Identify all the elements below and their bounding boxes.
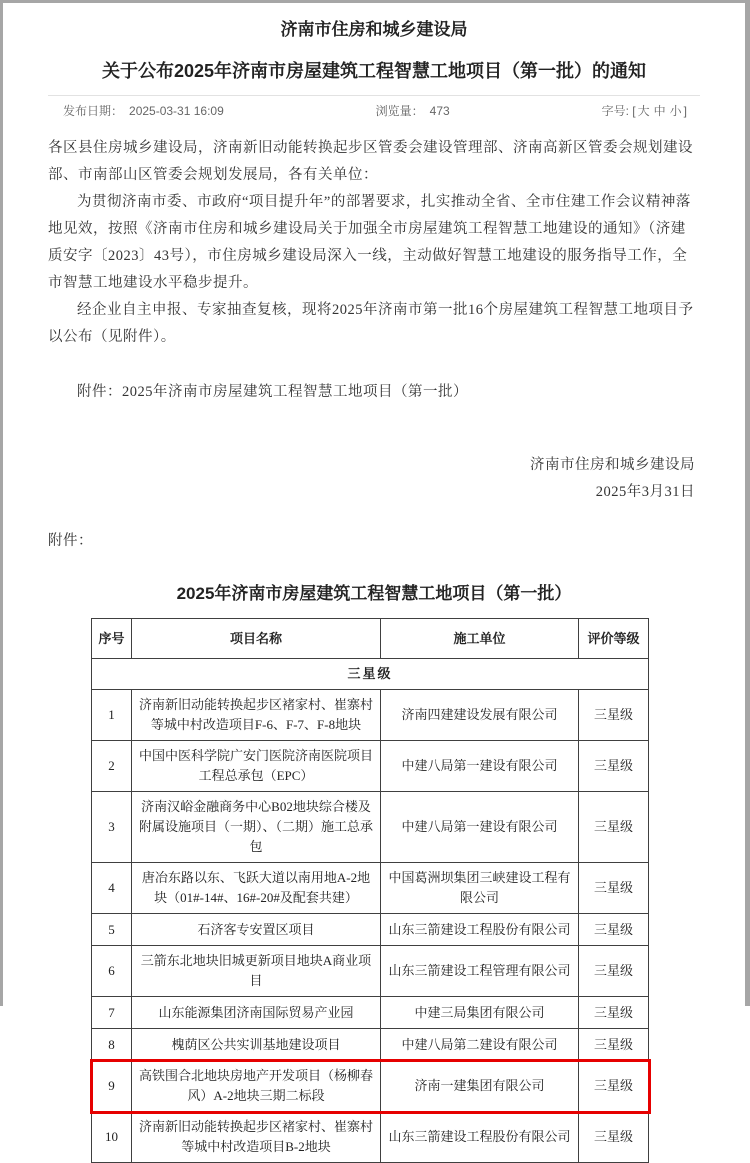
cell-no: 1 [92,690,132,741]
cell-contractor: 山东三箭建设工程管理有限公司 [381,946,579,997]
cell-grade: 三星级 [579,792,649,863]
cell-project: 济南新旧动能转换起步区褚家村、崔寨村等城中村改造项目F-6、F-7、F-8地块 [132,690,381,741]
cell-grade: 三星级 [579,946,649,997]
bracket-open: [ [632,104,636,118]
site-title: 济南市住房和城乡建设局 [280,20,468,39]
font-size-medium-button[interactable]: 中 [653,104,666,118]
cell-project: 济南汉峪金融商务中心B02地块综合楼及附属设施项目（一期）、（二期）施工总承包 [132,792,381,863]
view-count-label: 浏览量： [375,104,424,118]
projects-table [91,618,649,1163]
cell-project: 槐荫区公共实训基地建设项目 [132,1029,381,1061]
publish-date-value: 2025-03-31 16:09 [129,104,224,118]
table-body [92,659,649,1163]
meta-bar [3,96,745,119]
cell-no: 5 [92,914,132,946]
cell-project: 唐冶东路以东、飞跃大道以南用地A-2地块（01#-14#、16#-20#及配套共建） [132,863,381,914]
table-row [92,1112,649,1163]
table-row-highlighted [92,1061,649,1112]
cell-contractor: 中建八局第一建设有限公司 [381,792,579,863]
header-project-name: 项目名称 [132,619,381,659]
salutation-paragraph: 各区县住房城乡建设局，济南新旧动能转换起步区管委会建设管理部、济南高新区管委会规划建设部、市南部山区管委会规划发展局，各有关单位： [48,140,693,183]
table-row [92,997,649,1029]
cell-project: 高铁围合北地块房地产开发项目（杨柳春风）A-2地块三期二标段 [132,1061,381,1112]
font-size-label: 字号: [601,104,629,118]
cell-contractor: 济南一建集团有限公司 [381,1061,579,1112]
cell-grade: 三星级 [579,690,649,741]
view-count [376,102,450,119]
cell-grade: 三星级 [579,1061,649,1112]
cell-no: 8 [92,1029,132,1061]
cell-project: 中国中医科学院广安门医院济南医院项目工程总承包（EPC） [132,741,381,792]
cell-no: 10 [92,1112,132,1163]
signature-date: 2025年3月31日 [595,484,695,500]
cell-project: 济南新旧动能转换起步区褚家村、崔寨村等城中村改造项目B-2地块 [132,1112,381,1163]
cell-contractor: 济南四建建设发展有限公司 [381,690,579,741]
table-row [92,914,649,946]
cell-grade: 三星级 [579,1112,649,1163]
bracket-close: ] [683,104,687,118]
cell-project: 山东能源集团济南国际贸易产业园 [132,997,381,1029]
cell-contractor: 中国葛洲坝集团三峡建设工程有限公司 [381,863,579,914]
header-contractor: 施工单位 [381,619,579,659]
grade-group-label: 三星级 [92,659,649,690]
cell-grade: 三星级 [579,997,649,1029]
signature-organization: 济南市住房和城乡建设局 [530,457,695,473]
table-row [92,741,649,792]
cell-no: 4 [92,863,132,914]
attachment-reference: 附件：2025年济南市房屋建筑工程智慧工地项目（第一批） [77,384,468,400]
header-serial-number: 序号 [92,619,132,659]
body-paragraph-2: 经企业自主申报、专家抽查复核，现将2025年济南市第一批16个房屋建筑工程智慧工地项目予以公布（见附件）。 [48,302,694,345]
table-header-row [92,619,649,659]
font-size-large-button[interactable]: 大 [637,104,650,118]
publish-date-label: 发布日期： [63,104,124,118]
cell-contractor: 中建八局第一建设有限公司 [381,741,579,792]
page-title: 关于公布2025年济南市房屋建筑工程智慧工地项目（第一批）的通知 [101,61,647,81]
cell-project: 石济客专安置区项目 [132,914,381,946]
cell-contractor: 山东三箭建设工程股份有限公司 [381,1112,579,1163]
publish-date [63,102,224,119]
cell-contractor: 中建三局集团有限公司 [381,997,579,1029]
appendix-label: 附件： [48,533,93,549]
table-row [92,863,649,914]
cell-no: 6 [92,946,132,997]
body-paragraph-1: 为贯彻济南市委、市政府“项目提升年”的部署要求，扎实推动全省、全市住建工作会议精神落地见效，按照《济南市住房和城乡建设局关于加强全市房屋建筑工程智慧工地建设的通知》（济建质安字〔2023〕43号），市住房城乡建设局深入一线，主动做好智慧工地建设的服务指导工作，全市智慧工地建设水平稳步提升。 [48,194,691,291]
cell-project: 三箭东北地块旧城更新项目地块A商业项目 [132,946,381,997]
cell-grade: 三星级 [579,1029,649,1061]
cell-grade: 三星级 [579,914,649,946]
table-row [92,690,649,741]
cell-grade: 三星级 [579,863,649,914]
table-row [92,1029,649,1061]
cell-contractor: 山东三箭建设工程股份有限公司 [381,914,579,946]
table-row [92,792,649,863]
font-size-control [602,102,687,119]
header-grade: 评价等级 [579,619,649,659]
cell-grade: 三星级 [579,741,649,792]
appendix-table-title: 2025年济南市房屋建筑工程智慧工地项目（第一批） [176,584,572,603]
font-size-small-button[interactable]: 小 [669,104,682,118]
cell-no: 3 [92,792,132,863]
view-count-value: 473 [429,104,450,118]
grade-group-row [92,659,649,690]
table-row [92,946,649,997]
cell-no: 9 [92,1061,132,1112]
cell-no: 7 [92,997,132,1029]
cell-no: 2 [92,741,132,792]
notice-body [48,135,700,555]
cell-contractor: 中建八局第二建设有限公司 [381,1029,579,1061]
